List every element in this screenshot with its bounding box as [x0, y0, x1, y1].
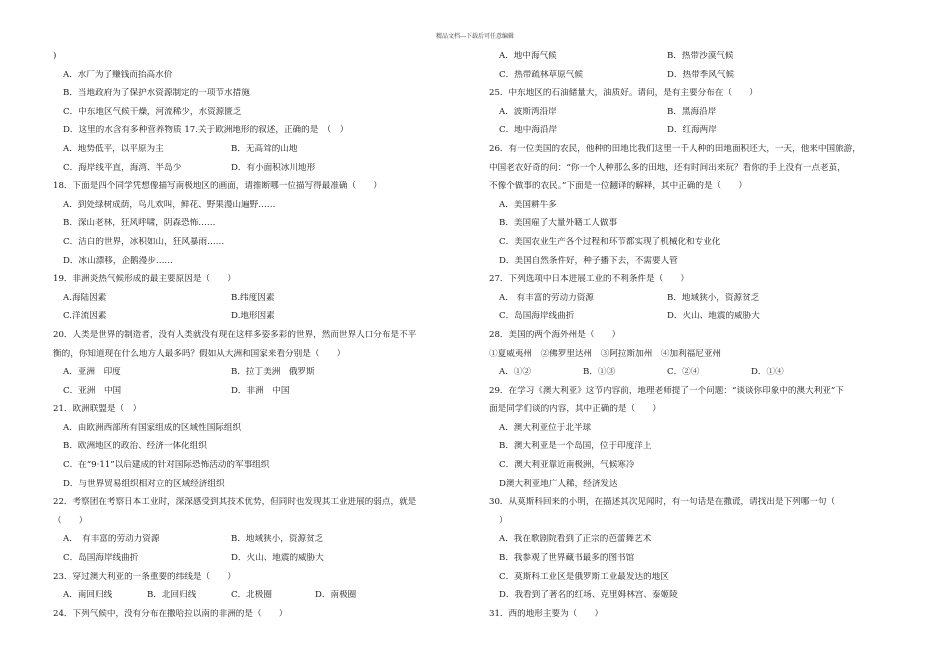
- option: B．热带沙漠气候: [667, 51, 734, 61]
- text-line: D．与世界贸易组织相对立的区域经济组织: [63, 478, 225, 489]
- option: C．热带疏林草原气候: [499, 69, 583, 80]
- text-line: 31．西的地形主要为（ ）: [489, 608, 604, 619]
- text-line: D澳大利亚地广人稀，经济发达: [499, 478, 618, 489]
- text-line: C．澳大利亚靠近南极洲，气候寒冷: [499, 460, 635, 471]
- option-row: [53, 590, 463, 609]
- text-line: A．澳大利亚位于北半球: [499, 422, 592, 433]
- text-line: D．我看到了著名的红场、克里姆林宫、泰姬陵: [499, 590, 678, 601]
- text-line: D．冰山漂移，企鹅漫步……: [63, 255, 174, 266]
- text-line: 中国老农好奇的问：“你一个人种那么多的田地，还有时间出来玩？看你的手上没有一点老茧，: [489, 162, 846, 173]
- text-line: 26．有一位美国的农民，他种的田地比我们这里一千人种的田地面积还大，一天，他来中国旅游，: [489, 143, 861, 154]
- text-line: 27．下列选项中日本进展工业的不利条件是（ ）: [489, 274, 689, 285]
- option: D．有小面积冰川地形: [231, 162, 316, 173]
- option-row: [489, 311, 899, 330]
- option: A.海陆因素: [63, 292, 107, 303]
- text-line: 23．穿过澳大利亚的一条重要的纬线是（ ）: [53, 571, 236, 582]
- option: B．北回归线: [147, 590, 197, 601]
- option: C．地中海沿岸: [499, 125, 558, 136]
- option: B．无高耸的山地: [231, 143, 298, 154]
- option: C．②④: [667, 367, 700, 378]
- option: C．亚洲 中国: [63, 385, 122, 396]
- option: D.地形因素: [231, 311, 275, 322]
- option: B．拉丁美洲 俄罗斯: [231, 367, 315, 378]
- option: B．地域狭小，资源贫乏: [231, 534, 324, 545]
- option: C．海岸线平直，海湾、半岛少: [63, 162, 182, 173]
- text-line: 不像个做事的农民。”下面是一位翻译的解释，其中正确的是（ ）: [489, 181, 747, 192]
- text-line: 面是同学们谈的内容，其中正确的是（ ）: [489, 404, 661, 415]
- option-row: [53, 311, 463, 330]
- text-line: 30．从莫斯科回来的小明，在描述其次见闻时，有一句话是在撒谎，请找出是下列哪一句（: [489, 497, 836, 508]
- text-line: 衡的，你知道现在什么地方人最多吗？假如从大洲和国家来看分别是（ ）: [53, 348, 346, 359]
- text-line: D．美国自然条件好，种子播下去，不需要人管: [499, 255, 678, 266]
- text-line: C．莫斯科工业区是俄罗斯工业最发达的地区: [499, 571, 669, 582]
- option-row: [53, 144, 463, 163]
- option-row: [489, 125, 899, 144]
- option: D．火山、地震的威胁大: [231, 553, 324, 564]
- option-row: [53, 553, 463, 572]
- option: A．南回归线: [63, 590, 113, 601]
- text-line: C．中东地区气候干燥，河流稀少，水资源匮乏: [63, 106, 242, 117]
- option-row: [489, 367, 899, 386]
- text-line: C．美国农业生产各个过程和环节都实现了机械化和专业化: [499, 236, 721, 247]
- text-line: B．澳大利亚是一个岛国，位于印度洋上: [499, 441, 652, 452]
- text-line: ): [53, 51, 57, 61]
- option: A．亚洲 印度: [63, 367, 121, 378]
- option: D．热带季风气候: [667, 69, 735, 80]
- text-line: 29．在学习《澳大利亚》这节内容前，地理老师提了一个问题：“谈谈你印象中的澳大利亚”下: [489, 385, 844, 396]
- text-line: A．到处绿树成荫，鸟儿欢叫，鲜花、野果漫山遍野……: [63, 199, 276, 210]
- option: A．地中海气候: [499, 51, 557, 61]
- option: A．地势低平，以平原为主: [63, 143, 164, 154]
- text-line: 19．非洲炎热气候形成的最主要原因是（ ）: [53, 274, 236, 285]
- option-row: [53, 293, 463, 312]
- option: A．波斯湾沿岸: [499, 106, 557, 117]
- text-line: 24．下列气候中，没有分布在撒哈拉以南的非洲的是（ ）: [53, 608, 288, 619]
- option-row: [489, 51, 899, 70]
- option-row: [489, 70, 899, 89]
- left-column: [53, 51, 463, 627]
- text-line: B．我参观了世界藏书最多的图书馆: [499, 553, 635, 564]
- option: C．岛国海岸线曲折: [499, 311, 575, 322]
- option: D．红海两岸: [667, 125, 717, 136]
- option: C.洋流因素: [63, 311, 107, 322]
- option: B．黑海沿岸: [667, 106, 717, 117]
- option-row: [53, 163, 463, 182]
- option-row: [53, 534, 463, 553]
- option: D．①④: [751, 367, 784, 378]
- page-header: 精品文档---下载后可任意编辑: [435, 33, 515, 40]
- text-line: A．由欧洲西部所有国家组成的区域性国际组织: [63, 422, 242, 433]
- text-line: B．深山老林，狂风呼啸，阴森恐怖……: [63, 218, 216, 229]
- right-column: [489, 51, 899, 627]
- text-line: C．洁白的世界，冰积如山，狂风暴雨……: [63, 236, 225, 247]
- text-line: 21．欧洲联盟是（ ）: [53, 404, 142, 415]
- text-line: 25．中东地区的石油储量大，油质好。请问，是有主要分布在（ ）: [489, 88, 758, 99]
- text-line: 28．美国的两个海外州是（ ）: [489, 329, 621, 340]
- text-line: B．当地政府为了保护水资源制定的一项节水措施: [63, 88, 250, 99]
- text-line: B．美国雇了大量外籍工人做事: [499, 218, 618, 229]
- text-line: ①夏威夷州 ②佛罗里达州 ③阿拉斯加州 ④加利福尼亚州: [489, 348, 722, 359]
- option: D．非洲 中国: [231, 385, 290, 396]
- option: A．①②: [499, 367, 531, 378]
- text-line: 22．考察团在考察日本工业时，深深感受到其技术优势，但同时也发现其工业进展的弱点，就是: [53, 497, 417, 508]
- text-line: A．美国耕牛多: [499, 199, 557, 210]
- text-line: 20．人类是世界的制造者，没有人类就没有现在这样多姿多彩的世界，然而世界人口分布是不平: [53, 329, 417, 340]
- option: B．地域狭小，资源贫乏: [667, 292, 760, 303]
- option: D．南极圈: [315, 590, 357, 601]
- option-row: [489, 293, 899, 312]
- text-line: ）: [499, 515, 508, 526]
- text-line: A．我在歌剧院看到了正宗的芭蕾舞艺术: [499, 534, 652, 545]
- option: A． 有丰富的劳动力资源: [63, 534, 160, 545]
- text-line: C．在“9·11”以后建成的针对国际恐怖活动的军事组织: [63, 460, 270, 471]
- text-line: 18．下面是四个同学凭想像描写南极地区的画面，请推断哪一位描写得最准确（ ）: [53, 181, 382, 192]
- text-line: D．这里的水含有多种营养物质 17.关于欧洲地形的叙述，正确的是 （ ）: [63, 125, 349, 136]
- option: B．①③: [583, 367, 616, 378]
- text-line: B．欧洲地区的政治、经济一体化组织: [63, 441, 207, 452]
- option: C．岛国海岸线曲折: [63, 553, 139, 564]
- option: B.纬度因素: [231, 292, 275, 303]
- text-line: A．水厂为了赚钱而抬高水价: [63, 69, 173, 80]
- option: C．北极圈: [231, 590, 272, 601]
- option-row: [53, 386, 463, 405]
- option: D．火山、地震的威胁大: [667, 311, 760, 322]
- text-line: （ ）: [53, 515, 88, 526]
- option-row: [53, 367, 463, 386]
- option: A. 有丰富的劳动力资源: [499, 292, 594, 303]
- option-row: [489, 107, 899, 126]
